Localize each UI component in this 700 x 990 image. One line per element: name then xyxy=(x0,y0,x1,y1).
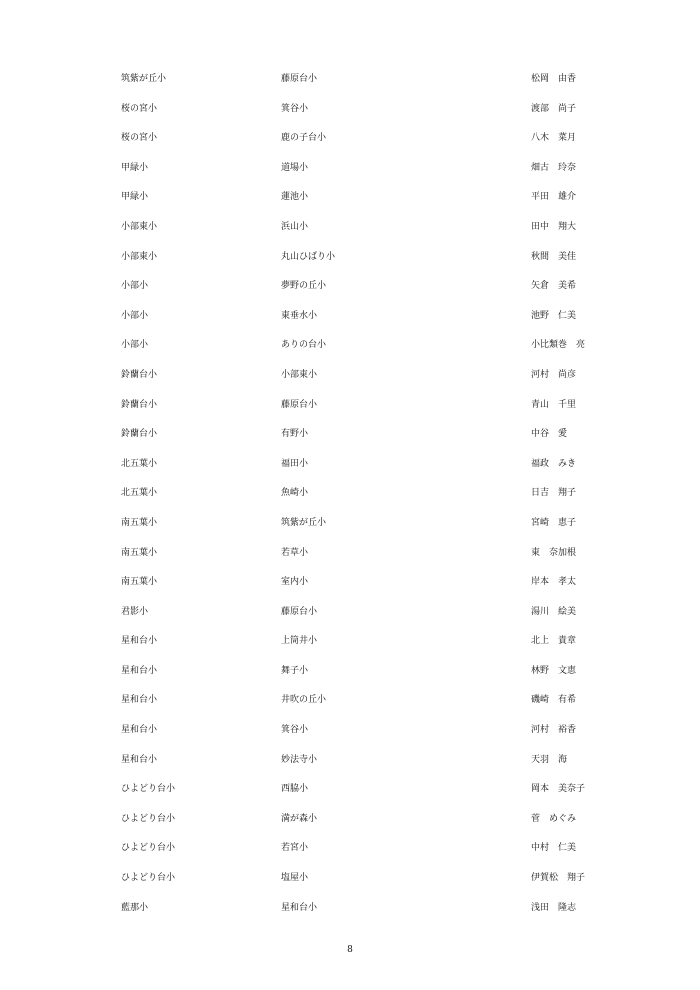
school-to: 箕谷小 xyxy=(281,103,309,114)
list-row xyxy=(0,751,700,781)
person-name: 福政 みき xyxy=(531,458,577,469)
school-to: 魚崎小 xyxy=(281,488,309,499)
school-to: 若草小 xyxy=(281,547,309,558)
person-name: 林野 文恵 xyxy=(531,665,577,676)
school-from: 筑紫が丘小 xyxy=(121,74,167,84)
school-from: 星和台小 xyxy=(121,636,158,647)
school-from: 鈴蘭台小 xyxy=(121,369,158,380)
person-name: 中谷 愛 xyxy=(531,429,568,440)
school-from: 星和台小 xyxy=(121,725,158,736)
person-name: 河村 裕香 xyxy=(531,725,577,736)
school-to: 藤原台小 xyxy=(281,399,318,410)
school-from: 甲緑小 xyxy=(121,192,149,203)
school-to: 井吹の丘小 xyxy=(281,695,327,706)
person-name: 磯崎 有希 xyxy=(531,695,577,706)
person-name: 岸本 孝太 xyxy=(531,577,577,588)
list-row xyxy=(0,307,700,337)
list-row xyxy=(0,603,700,633)
school-to: 有野小 xyxy=(281,429,309,440)
list-row xyxy=(0,839,700,869)
school-from: 星和台小 xyxy=(121,754,158,765)
school-from: 甲緑小 xyxy=(121,162,149,173)
person-name: 矢倉 美希 xyxy=(531,281,577,292)
list-row xyxy=(0,425,700,455)
person-name: 岡本 美奈子 xyxy=(531,784,586,795)
school-from: 小部小 xyxy=(121,310,149,321)
list-row xyxy=(0,396,700,426)
school-from: 鈴蘭台小 xyxy=(121,399,158,410)
list-row xyxy=(0,188,700,218)
school-to: 藤原台小 xyxy=(281,606,318,617)
list-row xyxy=(0,129,700,159)
list-row xyxy=(0,218,700,248)
school-to: 丸山ひばり小 xyxy=(281,251,336,262)
school-to: 東垂水小 xyxy=(281,310,318,321)
list-row xyxy=(0,632,700,662)
list-row xyxy=(0,70,700,100)
school-from: ひよどり台小 xyxy=(121,813,176,824)
school-from: 君影小 xyxy=(121,606,149,617)
person-name: 青山 千里 xyxy=(531,399,577,410)
school-to: 室内小 xyxy=(281,577,309,588)
school-to: 上筒井小 xyxy=(281,636,318,647)
person-name: 菅 めぐみ xyxy=(531,813,577,824)
person-name: 北上 貴章 xyxy=(531,636,577,647)
school-from: 南五葉小 xyxy=(121,547,158,558)
school-to: 夢野の丘小 xyxy=(281,281,327,292)
list-row xyxy=(0,514,700,544)
school-to: 満が森小 xyxy=(281,813,318,824)
person-name: 秋間 美佳 xyxy=(531,251,577,262)
school-to: 浜山小 xyxy=(281,221,309,232)
person-name: 松岡 由香 xyxy=(531,74,577,84)
school-from: 小部東小 xyxy=(121,251,158,262)
list-row xyxy=(0,366,700,396)
school-from: 小部小 xyxy=(121,281,149,292)
person-name: 畑古 玲奈 xyxy=(531,162,577,173)
list-row xyxy=(0,869,700,899)
school-from: 星和台小 xyxy=(121,695,158,706)
person-name: 小比類巻 亮 xyxy=(531,340,586,351)
list-row xyxy=(0,248,700,278)
person-name: 天羽 海 xyxy=(531,754,568,765)
school-from: 鈴蘭台小 xyxy=(121,429,158,440)
person-name: 中村 仁美 xyxy=(531,843,577,854)
person-name: 日吉 翔子 xyxy=(531,488,577,499)
list-row xyxy=(0,899,700,929)
page-number: 8 xyxy=(347,945,353,955)
school-from: 小部小 xyxy=(121,340,149,351)
list-row xyxy=(0,455,700,485)
school-from: ひよどり台小 xyxy=(121,873,176,884)
list-row xyxy=(0,810,700,840)
person-name: 池野 仁美 xyxy=(531,310,577,321)
person-name: 田中 翔大 xyxy=(531,221,577,232)
school-to: 福田小 xyxy=(281,458,309,469)
school-to: 星和台小 xyxy=(281,902,318,913)
school-from: 北五葉小 xyxy=(121,458,158,469)
school-from: 桜の宮小 xyxy=(121,133,158,144)
school-from: 藍那小 xyxy=(121,902,149,913)
person-name: 宮崎 恵子 xyxy=(531,517,577,528)
school-to: 小部東小 xyxy=(281,369,318,380)
list-row xyxy=(0,691,700,721)
school-to: 筑紫が丘小 xyxy=(281,517,327,528)
school-from: 北五葉小 xyxy=(121,488,158,499)
person-name: 浅田 隆志 xyxy=(531,902,577,913)
school-to: 妙法寺小 xyxy=(281,754,318,765)
school-to: 塩屋小 xyxy=(281,873,309,884)
list-row xyxy=(0,721,700,751)
person-name: 八木 菜月 xyxy=(531,133,577,144)
person-name: 渡部 尚子 xyxy=(531,103,577,114)
school-from: 南五葉小 xyxy=(121,577,158,588)
transfer-list xyxy=(0,70,700,928)
list-row xyxy=(0,336,700,366)
school-to: 蓮池小 xyxy=(281,192,309,203)
list-row xyxy=(0,277,700,307)
list-row xyxy=(0,662,700,692)
list-row xyxy=(0,100,700,130)
person-name: 伊賀松 翔子 xyxy=(531,873,586,884)
school-from: 星和台小 xyxy=(121,665,158,676)
person-name: 東 奈加根 xyxy=(531,547,577,558)
school-from: 南五葉小 xyxy=(121,517,158,528)
list-row xyxy=(0,780,700,810)
list-row xyxy=(0,573,700,603)
school-from: 桜の宮小 xyxy=(121,103,158,114)
school-to: 道場小 xyxy=(281,162,309,173)
school-to: 若宮小 xyxy=(281,843,309,854)
person-name: 平田 雄介 xyxy=(531,192,577,203)
school-to: 藤原台小 xyxy=(281,74,318,84)
school-to: ありの台小 xyxy=(281,340,327,351)
school-from: ひよどり台小 xyxy=(121,784,176,795)
school-to: 舞子小 xyxy=(281,665,309,676)
school-from: ひよどり台小 xyxy=(121,843,176,854)
school-to: 鹿の子台小 xyxy=(281,133,327,144)
list-row xyxy=(0,484,700,514)
list-row xyxy=(0,159,700,189)
list-row xyxy=(0,544,700,574)
school-from: 小部東小 xyxy=(121,221,158,232)
person-name: 湯川 絵美 xyxy=(531,606,577,617)
school-to: 西脇小 xyxy=(281,784,309,795)
school-to: 箕谷小 xyxy=(281,725,309,736)
person-name: 河村 尚彦 xyxy=(531,369,577,380)
